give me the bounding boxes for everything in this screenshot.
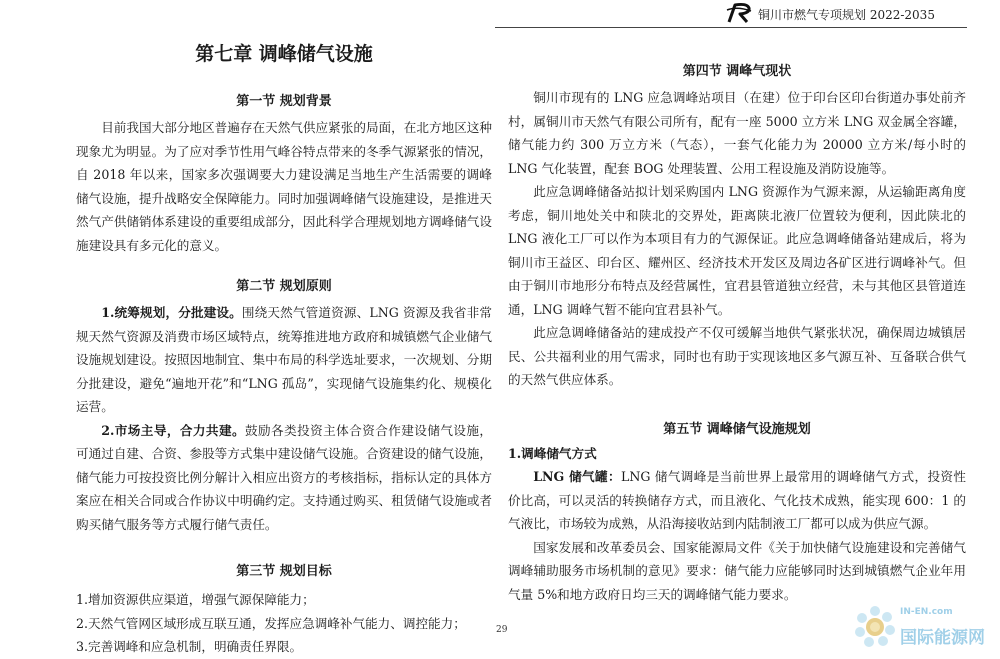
sunflower-logo-icon: [852, 603, 898, 649]
principle-1-text: 围绕天然气管道资源、LNG 资源及我省非常规天然气资源及消费市场区域特点，统筹推进地方政府和城镇燃气企业储气设施规划建设。按照因地制宜、集中布局的科学选址要求，一次规划、分期分批建设，避免“遍地开花”和“LNG 孤岛”，实现储气设施集约化、规模化运营。: [76, 305, 492, 414]
section-5-paragraph-2: 国家发展和改革委员会、国家能源局文件《关于加快储气设施建设和完善储气调峰辅助服务市场机制的意见》要求：储气能力应能够同时达到城镇燃气企业年用气量 5%和地方政府日均三天的调峰储气能力要求。: [508, 539, 966, 602]
section-5-subheading: 1.调峰储气方式: [508, 445, 597, 461]
header-rule: [495, 27, 967, 28]
principle-2-paragraph: [76, 419, 492, 537]
section-5-paragraph-1: [508, 465, 966, 536]
section-1-paragraph: 目前我国大部分地区普遍存在天然气供应紧张的局面，在北方地区这种现象尤为明显。为了应对季节性用气峰谷特点带来的冬季气源紧张的情况，自 2018 年以来，国家多次强调要大力建设满足当地生产生活需要的调峰储气设施，提升战略安全保障能力。同时加强调峰储气设施建设，是推进天然气产供储销体系建设的重要组成部分，因此科学合理规划地方调峰储气设施建设具有多元化的意义。: [76, 120, 492, 253]
lng-tank-lead: LNG 储气罐：: [533, 469, 622, 484]
document-header-title: 铜川市燃气专项规划 2022-2035: [758, 8, 935, 22]
right-column: [508, 60, 966, 606]
section-1-title: 第一节 规划背景: [236, 94, 332, 109]
left-column: [76, 40, 492, 659]
principle-1-paragraph: [76, 301, 492, 419]
goal-item-3: 3.完善调峰和应急机制，明确责任界限。: [76, 639, 303, 654]
stylized-r-logo-icon: [725, 2, 755, 24]
principle-1-lead: 1.统筹规划，分批建设。: [101, 305, 242, 320]
section-4-paragraph-3: 此应急调峰储备站的建成投产不仅可缓解当地供气紧张状况，确保周边城镇居民、公共福利业的用气需求，同时也有助于实现该地区多气源互补、互备联合供气的天然气供应体系。: [508, 325, 966, 387]
section-4-paragraph-1: 铜川市现有的 LNG 应急调峰站项目（在建）位于印台区印台街道办事处前齐村，属铜川市天然气有限公司所有，配有一座 5000 立方米 LNG 双金属全容罐，储气能力约 300 万立方米（气态），一套气化能力为 20000 立方米/每小时的 LNG 气化装置，配套 BOG 处理装置、公用工程设施及消防设施等。: [508, 90, 966, 176]
lng-tank-text: LNG 储气调峰是当前世界上最常用的调峰储气方式，投资性价比高，可以灵活的转换储存方式，而且液化、气化技术成熟，能实现 600：1 的气液比，市场较为成熟，从沿海接收站到内陆制液工厂都可以成为供应气源。: [508, 469, 966, 531]
section-5-title: 第五节 调峰储气设施规划: [663, 421, 811, 437]
section-4-paragraph-2: 此应急调峰储备站拟计划采购国内 LNG 资源作为气源来源，从运输距离角度考虑，铜川地处关中和陕北的交界处，距离陕北液厂位置较为便利，因此陕北的 LNG 液化工厂可以作为本项目有力的气源保证。此应急调峰储备站建成后，将为铜川市王益区、印台区、耀州区、经济技术开发区及周边各矿区进行调峰补气。但由于铜川市地形分布特点及经营属性，宜君县管道独立经营，未与其他区县管道连通，LNG 调峰气暂不能向宜君县补气。: [508, 184, 966, 317]
goal-item-1: 1.增加资源供应渠道，增强气源保障能力；: [76, 592, 315, 607]
watermark-url: IN-EN.com: [900, 607, 953, 617]
goal-item-2: 2.天然气管网区域形成互联互通，发挥应急调峰补气能力、调控能力；: [76, 615, 466, 631]
principle-2-lead: 2.市场主导，合力共建。: [101, 422, 245, 438]
watermark: [852, 597, 1000, 654]
chapter-title: 第七章 调峰储气设施: [195, 43, 373, 65]
watermark-name: 国际能源网: [900, 628, 985, 648]
principle-2-text: 鼓励各类投资主体合资合作建设储气设施，可通过自建、合资、参股等方式集中建设储气设施。合资建设的储气设施，储气能力可按投资比例分解计入相应出资方的考核指标，指标认定的具体方案应在相关合同或合作协议中明确约定。支持通过购买、租赁储气设施或者购买储气服务等方式履行储气责任。: [76, 422, 493, 532]
section-2-title: 第二节 规划原则: [236, 279, 332, 294]
page-number: 29: [496, 625, 508, 635]
section-4-title: 第四节 调峰气现状: [682, 64, 792, 79]
section-3-title: 第三节 规划目标: [236, 564, 332, 579]
